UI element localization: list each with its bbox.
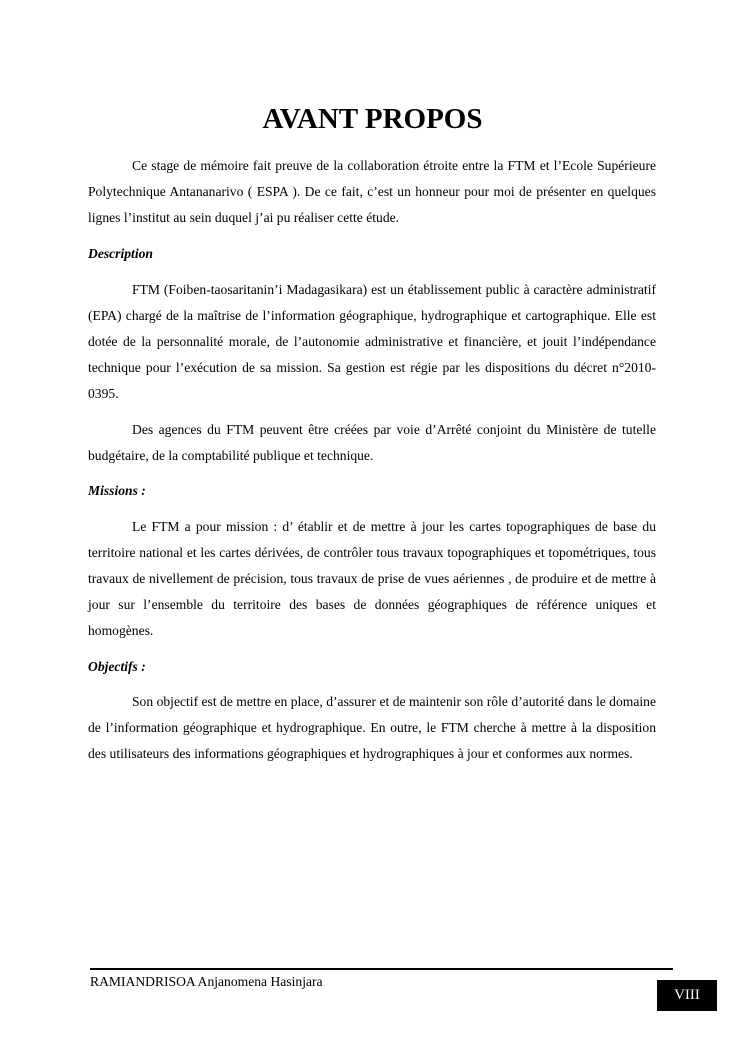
section-heading-missions: Missions : [88, 483, 146, 498]
page-number: VIII [657, 980, 717, 1011]
missions-body [88, 514, 656, 644]
footer-divider [90, 968, 673, 970]
description-body-2 [88, 417, 656, 469]
objectifs-body [88, 689, 656, 767]
page-title: AVANT PROPOS [262, 103, 483, 135]
intro-paragraph: Ce stage de mémoire fait preuve de la collaboration étroite entre la FTM et l’Ecole Supérieure Polytechnique Antananarivo ( ESPA ). De ce fait, c’est un honneur pour moi de présenter en quelques lignes l’institut au sein duquel j’ai pu réaliser cette étude. [88, 158, 656, 225]
missions-paragraph: Le FTM a pour mission : d’ établir et de mettre à jour les cartes topographiques de base du territoire national et les cartes dérivées, de contrôler tous travaux topographiques et topométriques, tous travaux de nivellement de précision, tous travaux de prise de vues aériennes , de produire et de mettre à jour sur l’ensemble du territoire des bases de données géographiques de référence uniques et homogènes. [88, 519, 656, 638]
footer-author: RAMIANDRISOA Anjanomena Hasinjara [90, 974, 323, 989]
description-paragraph-2: Des agences du FTM peuvent être créées par voie d’Arrêté conjoint du Ministère de tutelle budgétaire, de la comptabilité publique et technique. [88, 422, 656, 463]
description-body [88, 277, 656, 407]
objectifs-section [88, 654, 656, 680]
description-section [88, 241, 656, 267]
section-heading-objectifs: Objectifs : [88, 659, 146, 674]
missions-section [88, 478, 656, 504]
objectifs-paragraph: Son objectif est de mettre en place, d’assurer et de maintenir son rôle d’autorité dans le domaine de l’information géographique et hydrographique. En outre, le FTM cherche à mettre à la disposition des utilisateurs des informations géographiques et hydrographiques à jour et conformes aux normes. [88, 694, 656, 761]
description-paragraph-1: FTM (Foiben-taosaritanin’i Madagasikara) est un établissement public à caractère administratif (EPA) chargé de la maîtrise de l’information géographique, hydrographique et cartographique. Elle est dotée de la personnalité morale, de l’autonomie administrative et financière, et jouit l’indépendance technique pour l’exécution de sa mission. Sa gestion est régie par les dispositions du décret n°2010-0395. [88, 282, 656, 401]
intro-block [88, 153, 656, 231]
section-heading-description: Description [88, 246, 153, 261]
